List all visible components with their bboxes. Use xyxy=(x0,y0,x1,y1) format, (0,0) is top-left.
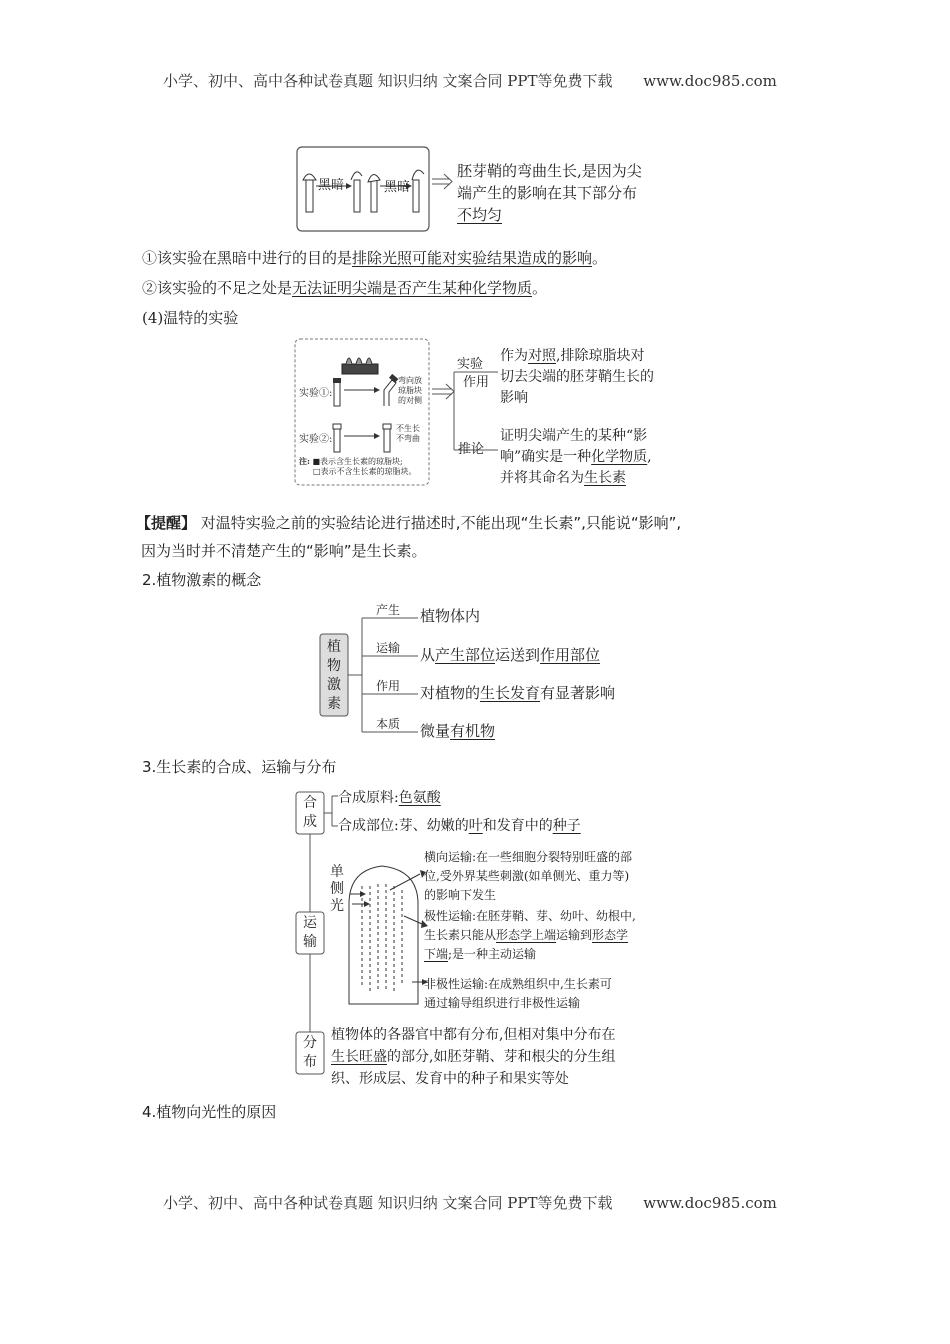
note-title: 注: xyxy=(299,456,310,466)
syn2-pre: 合成部位:芽、幼嫩的 xyxy=(338,818,469,834)
note-2-end: 。 xyxy=(532,279,548,297)
pol-line-3-post: ;是一种主动运输 xyxy=(448,947,537,961)
infer-line-2-pre: 响”确实是一种 xyxy=(500,449,592,465)
synthesis-site xyxy=(338,815,581,835)
role-text-pre: 作为 xyxy=(500,348,528,364)
trans-char-2: 输 xyxy=(303,934,317,950)
nogrow-line-2: 不弯曲 xyxy=(396,434,420,443)
role-label-a: 实验 xyxy=(457,357,484,372)
role-text-line-2: 切去尖端的胚芽鞘生长的 xyxy=(500,369,654,385)
produce-text: 植物体内 xyxy=(420,607,481,625)
bend-result xyxy=(398,376,422,406)
hormone-box xyxy=(327,638,341,714)
function-answer: 生长发育 xyxy=(480,684,541,702)
role-text xyxy=(500,346,654,409)
function-text xyxy=(420,682,615,703)
distribution-box xyxy=(303,1034,317,1072)
dist-answer: 生长旺盛 xyxy=(331,1049,387,1065)
header-site: www.doc985.com xyxy=(643,72,777,90)
pol-line-1: 极性运输:在胚芽鞘、芽、幼叶、幼根中, xyxy=(424,909,636,923)
footer-text: 小学、初中、高中各种试卷真题 知识归纳 文案合同 PPT等免费下载 xyxy=(163,1194,613,1212)
nogrow-line-1: 不生长 xyxy=(396,424,420,433)
no-growth-result xyxy=(396,424,420,444)
infer-text xyxy=(500,426,652,489)
infer-line-3-answer: 生长素 xyxy=(584,470,626,486)
bend-line-1: 弯向放 xyxy=(398,376,422,385)
dist-line-2-post: 的部分,如胚芽鞘、芽和根尖的分生组 xyxy=(387,1049,616,1065)
went-experiment-figure xyxy=(294,338,430,486)
page-footer xyxy=(163,1192,777,1213)
essence-text xyxy=(420,720,495,741)
darkness-experiment-figure xyxy=(296,146,430,232)
pol-answer-1: 形态学上端 xyxy=(496,928,557,942)
box-char-3: 激 xyxy=(327,677,341,693)
role-text-post: ,排除琼脂块对 xyxy=(556,348,645,364)
transport-text xyxy=(420,644,600,665)
role-text-line-3: 影响 xyxy=(500,390,528,406)
note-1 xyxy=(142,247,607,269)
note-line-2: □表示不含生长素的琼脂块。 xyxy=(313,467,417,476)
transport-answer-1: 产生部位 xyxy=(435,646,496,664)
conclusion-line-1: 胚芽鞘的弯曲生长,是因为尖 xyxy=(457,162,642,180)
pol-line-2-mid: 运输到 xyxy=(556,928,593,942)
footer-site: www.doc985.com xyxy=(643,1194,777,1212)
syn2-answer-1: 叶 xyxy=(468,818,483,834)
essence-label: 本质 xyxy=(376,717,401,731)
infer-line-1: 证明尖端产生的某种“影 xyxy=(500,428,648,444)
non-line-2: 通过输导组织进行非极性运输 xyxy=(424,996,581,1010)
dist-line-1: 植物体的各器官中都有分布,但相对集中分布在 xyxy=(331,1027,616,1043)
box-char-2: 物 xyxy=(327,658,341,674)
synthesis-box xyxy=(303,794,317,832)
transport-box xyxy=(303,914,317,952)
polar-transport xyxy=(424,907,636,964)
note-1-text: ①该实验在黑暗中进行的目的是 xyxy=(142,249,353,267)
role-label xyxy=(457,356,489,392)
note-1-answer: 排除光照可能对实验结果造成的影响 xyxy=(352,249,593,267)
pol-answer-3: 下端 xyxy=(424,947,449,961)
dark-label-2: 黑暗 xyxy=(384,180,411,195)
synthesis-material xyxy=(338,787,441,807)
darkness-conclusion xyxy=(457,160,677,226)
syn2-mid: 和发育中的 xyxy=(482,818,553,834)
syn1-pre: 合成原料: xyxy=(338,790,399,806)
note-1-end: 。 xyxy=(592,249,608,267)
function-label: 作用 xyxy=(376,679,401,693)
produce-label: 产生 xyxy=(376,603,401,617)
infer-label: 推论 xyxy=(458,442,485,457)
non-line-1: 非极性运输:在成熟组织中,生长素可 xyxy=(424,977,612,991)
double-arrow-1 xyxy=(430,170,454,194)
function-pre: 对植物的 xyxy=(420,684,481,702)
header-text: 小学、初中、高中各种试卷真题 知识归纳 文案合同 PPT等免费下载 xyxy=(163,72,613,90)
transport-answer-2: 作用部位 xyxy=(540,646,601,664)
light-char-3: 光 xyxy=(330,898,344,914)
unilateral-light-label xyxy=(330,864,344,915)
section-4-title: 4.植物向光性的原因 xyxy=(142,1103,277,1121)
lateral-transport xyxy=(424,848,632,905)
distribution-text xyxy=(331,1024,615,1090)
section-3-title: 3.生长素的合成、运输与分布 xyxy=(142,758,337,776)
syn-char-1: 合 xyxy=(303,795,317,811)
light-char-1: 单 xyxy=(330,864,344,880)
transport-label: 运输 xyxy=(376,641,401,655)
reminder-tag: 【提醒】 xyxy=(136,514,197,532)
lat-line-1: 横向运输:在一些细胞分裂特别旺盛的部 xyxy=(424,850,633,864)
exp1-label: 实验①: xyxy=(299,388,333,399)
reminder-line-1: 对温特实验之前的实验结论进行描述时,不能出现“生长素”,只能说“影响”, xyxy=(200,514,682,532)
bend-line-3: 的对侧 xyxy=(398,396,422,405)
syn-char-2: 成 xyxy=(303,814,317,830)
section-2-title: 2.植物激素的概念 xyxy=(142,571,262,589)
lat-line-2: 位,受外界某些刺激(如单侧光、重力等) xyxy=(424,869,630,883)
pol-answer-2: 形态学 xyxy=(592,928,629,942)
reminder-line-2: 因为当时并不清楚产生的“影响”是生长素。 xyxy=(141,542,427,560)
transport-mid: 运送到 xyxy=(495,646,541,664)
dark-label-1: 黑暗 xyxy=(318,178,345,193)
bend-line-2: 琼脂块 xyxy=(398,386,422,395)
light-char-2: 侧 xyxy=(330,881,344,897)
infer-line-2-answer: 化学物质 xyxy=(591,449,648,465)
lat-line-3: 的影响下发生 xyxy=(424,888,497,902)
figure-note xyxy=(299,456,417,477)
hormone-concept-diagram xyxy=(318,598,418,748)
syn1-answer: 色氨酸 xyxy=(398,790,441,806)
nonpolar-transport xyxy=(424,975,612,1013)
pol-line-2-pre: 生长素只能从 xyxy=(424,928,497,942)
note-2 xyxy=(142,277,547,299)
box-char-4: 素 xyxy=(327,696,341,712)
infer-line-2-post: , xyxy=(647,449,652,465)
note-2-text: ②该实验的不足之处是 xyxy=(142,279,293,297)
exp2-label: 实验②: xyxy=(299,434,333,445)
dist-char-1: 分 xyxy=(303,1035,317,1051)
syn2-answer-2: 种子 xyxy=(552,818,581,834)
essence-answer: 有机物 xyxy=(450,722,496,740)
note-2-answer: 无法证明尖端是否产生某种化学物质 xyxy=(292,279,533,297)
note-line-1: ■表示含生长素的琼脂块; xyxy=(312,457,403,466)
box-char-1: 植 xyxy=(327,639,341,655)
reminder xyxy=(136,509,681,565)
infer-line-3-pre: 并将其命名为 xyxy=(500,470,584,486)
function-post: 有显著影响 xyxy=(540,684,616,702)
role-text-answer: 对照 xyxy=(528,348,556,364)
dist-char-2: 布 xyxy=(303,1054,317,1070)
conclusion-line-3: 不均匀 xyxy=(457,206,503,224)
transport-pre: 从 xyxy=(420,646,436,664)
dist-line-3: 织、形成层、发育中的种子和果实等处 xyxy=(331,1071,569,1087)
conclusion-line-2: 端产生的影响在其下部分布 xyxy=(457,184,638,202)
page-header xyxy=(163,70,777,91)
trans-char-1: 运 xyxy=(303,915,317,931)
went-title: (4)温特的实验 xyxy=(142,309,239,327)
role-label-b: 作用 xyxy=(463,375,490,390)
essence-pre: 微量 xyxy=(420,722,451,740)
